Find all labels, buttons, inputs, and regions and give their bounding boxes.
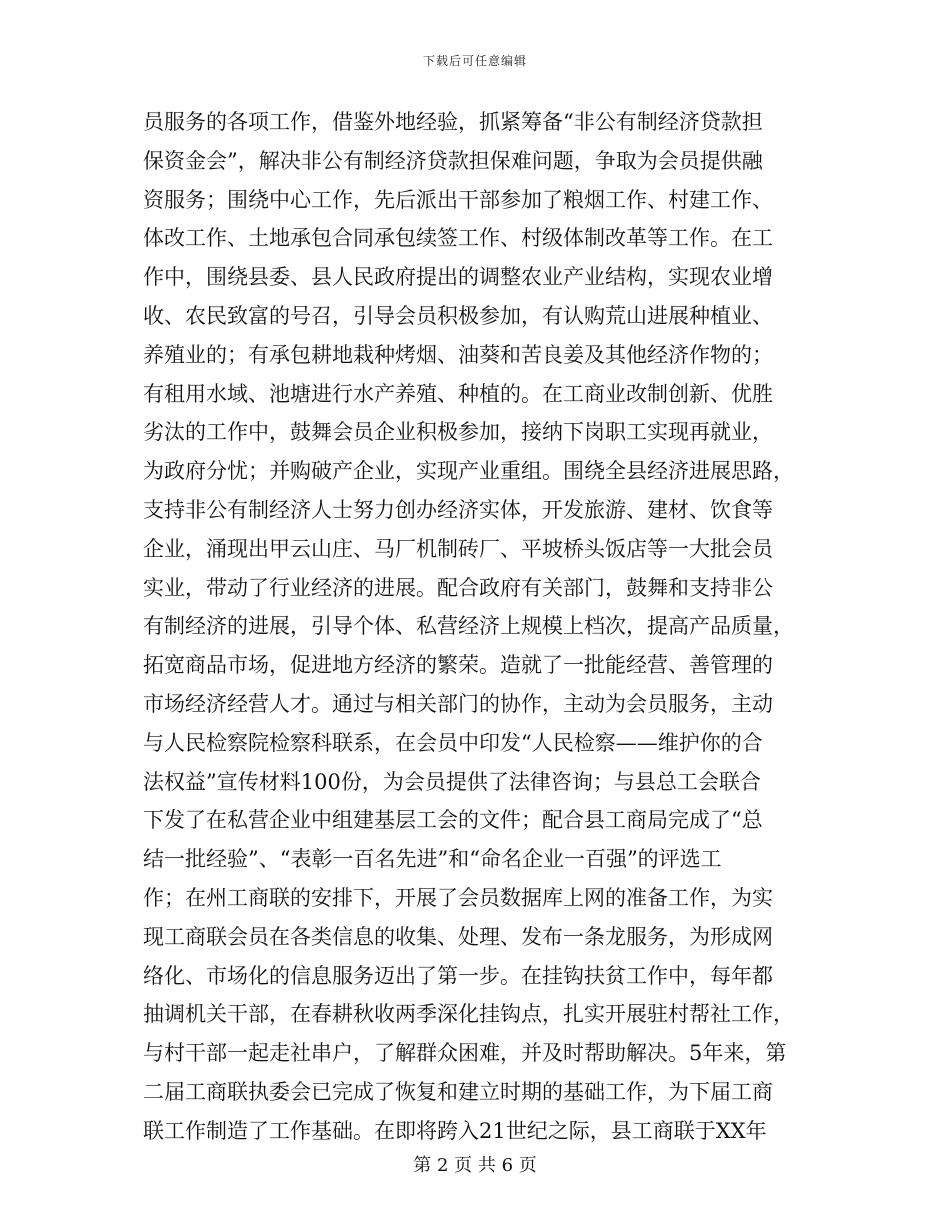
body-line: 保资金会”，解决非公有制经济贷款担保难问题，争取为会员提供融 [143, 148, 763, 173]
body-line: 联工作制造了工作基础。在即将跨入21世纪之际，县工商联于XX年 [143, 1118, 767, 1143]
body-line: 结一批经验”、“表彰一百名先进”和“命名企业一百强”的评选工 [143, 847, 722, 872]
document-body [143, 103, 823, 1151]
page-number-footer: 第 2 页 共 6 页 [413, 1155, 537, 1176]
body-line: 与人民检察院检察科联系，在会员中印发“人民检察——维护你的合 [143, 730, 763, 755]
body-line: 作；在州工商联的安排下，开展了会员数据库上网的准备工作，为实 [143, 885, 773, 910]
body-line: 现工商联会员在各类信息的收集、处理、发布一条龙服务，为形成网 [143, 924, 773, 949]
body-line: 与村干部一起走社串户，了解群众困难，并及时帮助解决。5年来，第 [143, 1041, 787, 1066]
body-line: 拓宽商品市场，促进地方经济的繁荣。造就了一批能经营、善管理的 [143, 653, 773, 678]
body-line: 企业，涌现出甲云山庄、马厂机制砖厂、平坡桥头饭店等一大批会员 [143, 536, 773, 561]
body-line: 有租用水域、池塘进行水产养殖、种植的。在工商业改制创新、优胜 [143, 381, 773, 406]
body-line: 体改工作、土地承包合同承包续签工作、村级体制改革等工作。在工 [143, 226, 773, 251]
body-line: 法权益”宣传材料100份，为会员提供了法律咨询；与县总工会联合 [143, 769, 761, 794]
body-line: 养殖业的；有承包耕地栽种烤烟、油葵和苦良姜及其他经济作物的； [143, 342, 773, 367]
body-line: 支持非公有制经济人士努力创办经济实体，开发旅游、建材、饮食等 [143, 497, 773, 522]
body-line: 实业，带动了行业经济的进展。配合政府有关部门，鼓舞和支持非公 [143, 575, 773, 600]
body-line: 员服务的各项工作，借鉴外地经验，抓紧筹备“非公有制经济贷款担 [143, 110, 763, 134]
body-line: 收、农民致富的号召，引导会员积极参加，有认购荒山进展种植业、 [143, 303, 773, 328]
body-line: 有制经济的进展，引导个体、私营经济上规模上档次，提高产品质量， [143, 614, 794, 639]
body-line: 抽调机关干部，在春耕秋收两季深化挂钩点，扎实开展驻村帮社工作， [143, 1002, 794, 1027]
body-line: 作中，围绕县委、县人民政府提出的调整农业产业结构，实现农业增 [143, 265, 773, 290]
body-line: 市场经济经营人才。通过与相关部门的协作，主动为会员服务，主动 [143, 691, 773, 716]
page-header-note: 下载后可任意编辑 [422, 54, 527, 68]
body-line: 为政府分忧；并购破产企业，实现产业重组。围绕全县经济进展思路， [143, 459, 794, 484]
body-line: 络化、市场化的信息服务迈出了第一步。在挂钩扶贫工作中，每年都 [143, 963, 773, 988]
body-line: 劣汰的工作中，鼓舞会员企业积极参加，接纳下岗职工实现再就业， [143, 420, 773, 445]
body-line: 二届工商联执委会已完成了恢复和建立时期的基础工作，为下届工商 [143, 1079, 773, 1104]
body-line: 资服务；围绕中心工作，先后派出干部参加了粮烟工作、村建工作、 [143, 187, 773, 212]
body-line: 下发了在私营企业中组建基层工会的文件；配合县工商局完成了“总 [143, 808, 763, 833]
